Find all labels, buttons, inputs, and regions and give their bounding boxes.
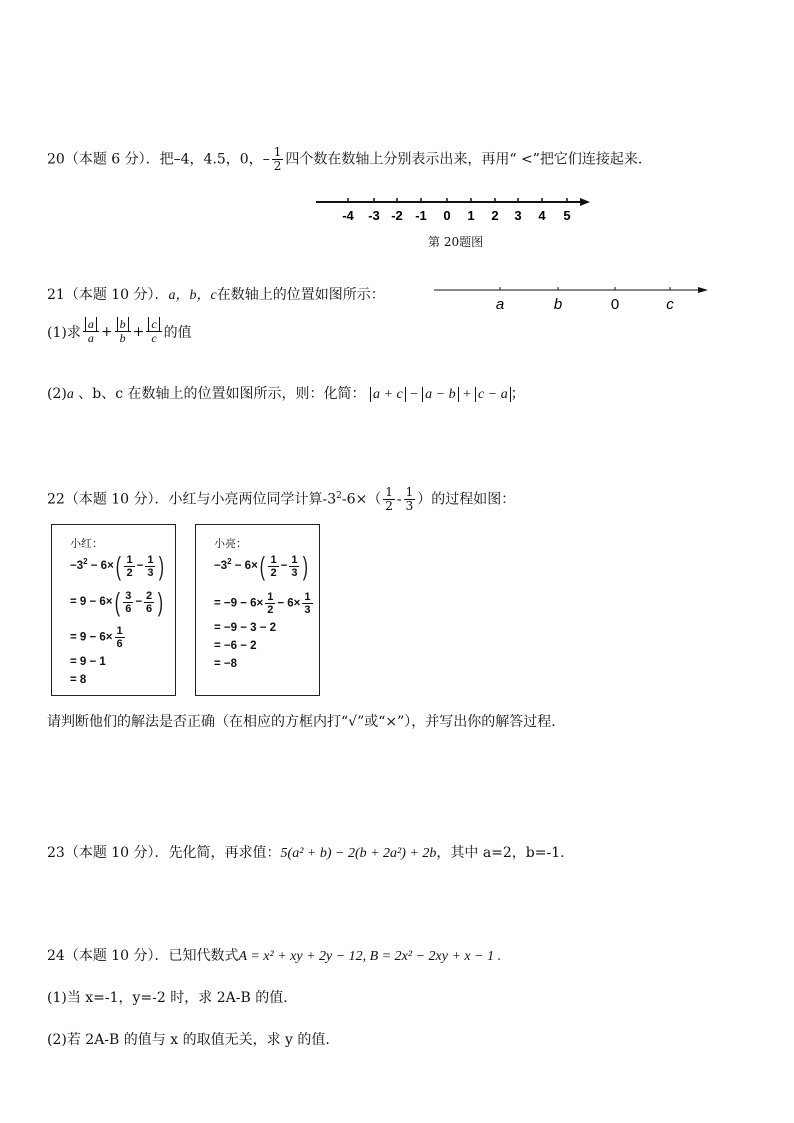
- q21-simplify-expression: a + c − a − b + c − a: [370, 387, 511, 402]
- q20-number-line: [310, 190, 600, 230]
- q20-tick-label: 5: [563, 208, 571, 223]
- q20-tick-label: 0: [443, 208, 451, 223]
- q20-tick-label: -2: [391, 208, 403, 223]
- q20-tick-label: 3: [514, 208, 522, 223]
- q22-instruction: 请判断他们的解法是否正确（在相应的方框内打“√”或“×”），并写出你的解答过程.: [47, 714, 556, 730]
- q20-tick-label: -3: [368, 208, 380, 223]
- q20-stem: 20（本题 6 分）．把–4，4.5，0，– $\frac{1}{2}$ 四个数在数轴上分别表示出来，再用“ <”把它们连接起来.: [47, 145, 643, 173]
- frac-abs-b-over-b: $\frac{b}{b}$: [115, 318, 131, 345]
- xiaohong-solution-box[interactable]: 小红： $-3^2 - 6\times$ ( $\frac{1}{2}$ − $\frac{1}{3}$ ) = 9 − 6× ( $\frac{3}{6}$ − $\frac{2}{6}$ ) = 9 − 6× $\frac{1}{6}$ = 9 − 1 = 8: [51, 524, 176, 696]
- q21-point-label: 0: [610, 296, 620, 313]
- q21-number-line: [430, 282, 720, 318]
- q20-fraction: $\frac{1}{2}$: [273, 145, 282, 173]
- q21-stem: 21（本题 10 分）．a，b，c在数轴上的位置如图所示：: [47, 287, 385, 303]
- q21-point-label: a: [495, 296, 505, 313]
- q21-point-label: c: [666, 296, 674, 313]
- q21-part1: (1)求 $\frac{a}{a}$ + $\frac{b}{b}$ + $\frac{c}{c}$ 的值: [47, 317, 192, 345]
- q20-tick-label: 2: [491, 208, 499, 223]
- frac-abs-c-over-c: $\frac{c}{c}$: [146, 318, 161, 345]
- q20-tick-label: 4: [538, 208, 546, 223]
- q20-tick-label: -4: [342, 208, 354, 223]
- q21-part2: (2)a 、b、c 在数轴上的位置如图所示，则：化简： a + c − a − b + c − a ；: [47, 386, 525, 402]
- xiaoliang-solution-box[interactable]: 小亮： $-3^2 - 6\times$ ( $\frac{1}{2}$ − $\frac{1}{3}$ ) = −9 − 6× $\frac{1}{2}$ − 6× $\frac{1}{3}$ = −9 − 3 − 2 = −6 − 2 = −8: [195, 524, 320, 696]
- frac-abs-a-over-a: $\frac{a}{a}$: [83, 318, 99, 345]
- q20-caption: 第 20题图: [428, 235, 484, 249]
- q24-part2: (2)若 2A-B 的值与 x 的取值无关，求 y 的值.: [47, 1032, 330, 1048]
- q24-part1: (1)当 x=-1，y=-2 时，求 2A-B 的值.: [47, 990, 288, 1006]
- q20-tick-label: 1: [467, 208, 475, 223]
- q24-stem: 24（本题 10 分）．已知代数式A = x² + xy + 2y − 12, B = 2x² − 2xy + x − 1 .: [47, 948, 502, 964]
- q23-stem: 23（本题 10 分）．先化简，再求值：5(a² + b) − 2(b + 2a²) + 2b，其中 a=2，b=-1.: [47, 845, 565, 861]
- q21-point-label: b: [553, 296, 563, 313]
- q20-tick-label: -1: [415, 208, 427, 223]
- q22-stem: 22（本题 10 分）．小红与小亮两位同学计算$-3^2-6\times$（ $\frac{1}{2}$ - $\frac{1}{3}$ ）的过程如图：: [47, 485, 516, 513]
